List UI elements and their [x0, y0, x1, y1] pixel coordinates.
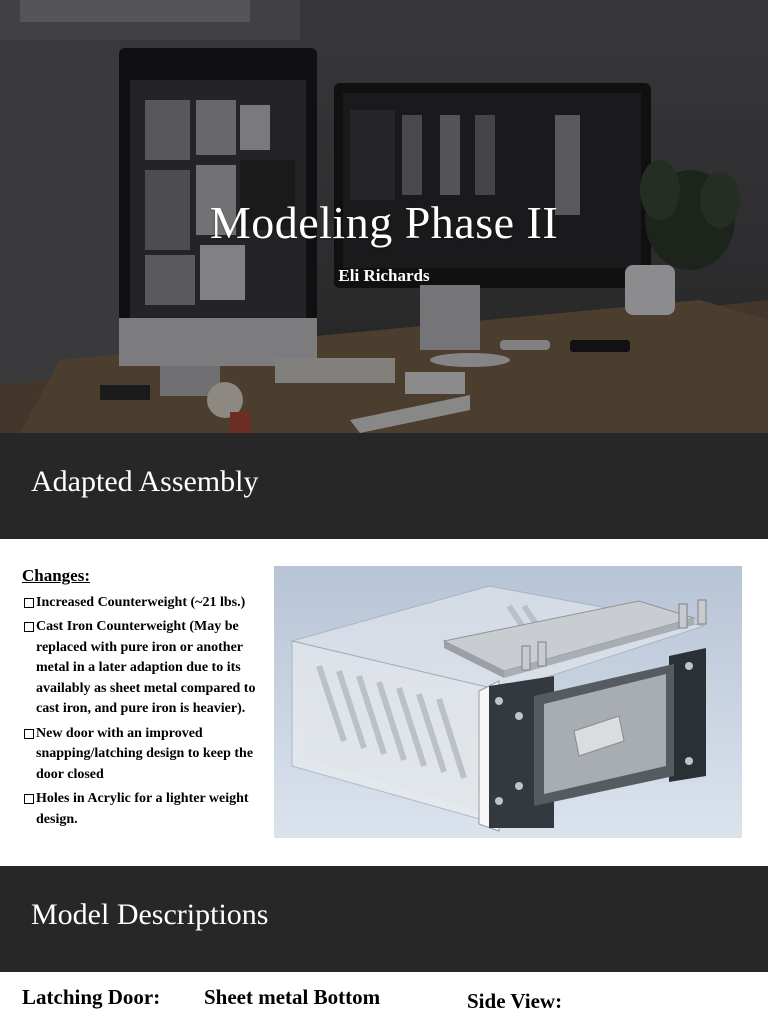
cad-assembly-render [274, 566, 742, 838]
list-item: Cast Iron Counterweight (May be replaced with pure iron or another metal in a later adaption due to its availably as sheet metal compared to cast iron, and pure iron is heavier). [22, 617, 262, 720]
author-name: Eli Richards [338, 266, 430, 285]
changes-list-block [22, 566, 262, 834]
section-header-model-descriptions [0, 866, 768, 972]
section-heading: Adapted Assembly [31, 465, 259, 498]
presentation-title: Modeling Phase II [209, 197, 559, 248]
changes-list [22, 593, 262, 831]
hero-banner [0, 0, 768, 433]
section-heading: Model Descriptions [31, 898, 269, 931]
side-view-title: Side View: [467, 989, 563, 1013]
latching-door-title: Latching Door: [22, 985, 161, 1009]
list-item: New door with an improved snapping/latching design to keep the door closed [22, 724, 262, 786]
section-header-adapted-assembly [0, 433, 768, 539]
sheet-metal-bottom-title: Sheet metal Bottom [204, 985, 381, 1009]
list-item: Holes in Acrylic for a lighter weight design. [22, 789, 262, 830]
list-item: Increased Counterweight (~21 lbs.) [22, 593, 262, 614]
changes-label: Changes: [22, 566, 91, 585]
